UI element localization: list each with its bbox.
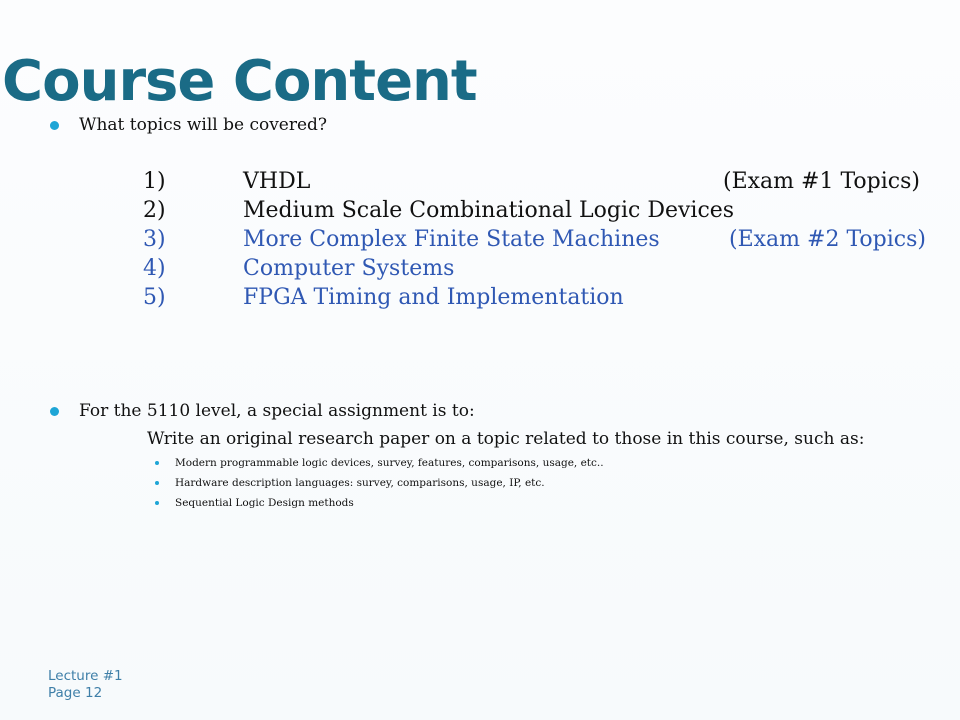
topic-item-2 bbox=[143, 196, 933, 225]
assignment-topic-item bbox=[155, 473, 604, 493]
topic-exam-note: (Exam #1 Topics) bbox=[723, 169, 920, 194]
page-number: Page 12 bbox=[48, 685, 103, 701]
topic-item-1 bbox=[143, 167, 933, 196]
topic-text: More Complex Finite State Machines bbox=[243, 227, 660, 252]
topic-number: 1) bbox=[143, 169, 166, 194]
bullet-dot-icon bbox=[50, 407, 59, 416]
topic-number: 3) bbox=[143, 227, 166, 252]
topic-exam-note: (Exam #2 Topics) bbox=[729, 227, 926, 252]
topic-text: Computer Systems bbox=[243, 256, 455, 281]
bullet-text: What topics will be covered? bbox=[79, 115, 328, 135]
assignment-topic-text: Hardware description languages: survey, comparisons, usage, IP, etc. bbox=[175, 477, 545, 489]
topic-item-4 bbox=[143, 254, 933, 283]
assignment-topic-text: Modern programmable logic devices, survey, features, comparisons, usage, etc.. bbox=[175, 457, 604, 469]
topic-number: 4) bbox=[143, 256, 166, 281]
bullet-topics-question bbox=[50, 114, 327, 136]
topic-item-5 bbox=[143, 283, 933, 312]
bullet-special-assignment bbox=[50, 400, 475, 422]
assignment-description: Write an original research paper on a topic related to those in this course, such as: bbox=[147, 429, 865, 449]
assignment-topic-text: Sequential Logic Design methods bbox=[175, 497, 354, 509]
topic-list bbox=[143, 167, 933, 312]
slide-title: Course Content bbox=[2, 49, 477, 114]
topic-number: 5) bbox=[143, 285, 166, 310]
topic-text: VHDL bbox=[243, 169, 311, 194]
bullet-text: For the 5110 level, a special assignment is to: bbox=[79, 401, 475, 421]
assignment-topic-item bbox=[155, 453, 604, 473]
bullet-dot-icon bbox=[50, 121, 59, 130]
sub-bullet-icon bbox=[155, 481, 159, 485]
topic-text: Medium Scale Combinational Logic Devices bbox=[243, 198, 735, 223]
assignment-topic-item bbox=[155, 493, 604, 513]
sub-bullet-icon bbox=[155, 501, 159, 505]
slide-footer bbox=[48, 668, 123, 702]
topic-item-3 bbox=[143, 225, 933, 254]
topic-number: 2) bbox=[143, 198, 166, 223]
lecture-number: Lecture #1 bbox=[48, 668, 123, 684]
topic-text: FPGA Timing and Implementation bbox=[243, 285, 624, 310]
sub-bullet-icon bbox=[155, 461, 159, 465]
assignment-topic-list bbox=[155, 453, 604, 513]
